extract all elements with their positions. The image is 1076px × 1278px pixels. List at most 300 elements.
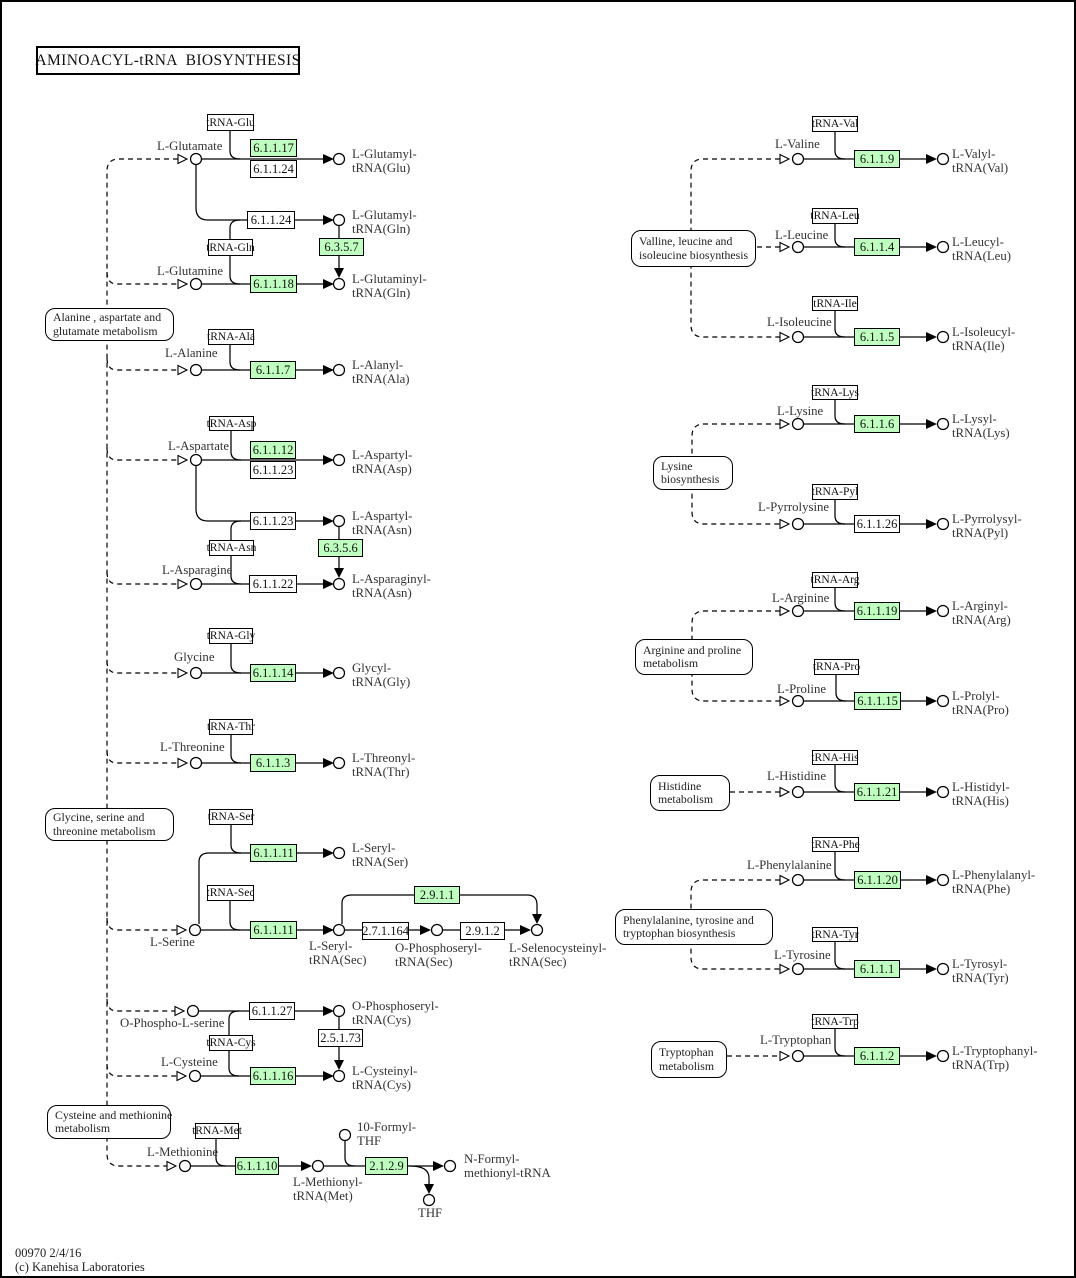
compound-circle[interactable] (334, 279, 345, 290)
substrate-triangle-icon (177, 926, 186, 935)
product-label-line: L-Selenocysteinyl- (509, 941, 607, 955)
amino-acid-label: L-Glutamine (157, 264, 224, 278)
product-label-line: tRNA(His) (952, 793, 1009, 808)
compound-circle[interactable] (793, 875, 804, 886)
compound-circle[interactable] (938, 696, 949, 707)
substrate-triangle-icon (178, 366, 187, 375)
substrate-triangle-icon (177, 1072, 186, 1081)
enzyme-box[interactable]: 6.1.1.2 (854, 1047, 900, 1065)
product-label (509, 942, 606, 969)
product-label-line: tRNA(Sec) (509, 954, 567, 969)
product-label (309, 940, 367, 967)
enzyme-box[interactable]: 6.1.1.26 (854, 515, 900, 533)
enzyme-box[interactable]: 6.1.1.10 (235, 1157, 279, 1175)
reaction-line (229, 1051, 239, 1076)
trna-gene-box[interactable]: tRNA-Pyl (811, 486, 859, 498)
product-label-line: L-Valyl- (952, 147, 996, 161)
arrowhead-right-icon (323, 1071, 334, 1081)
reaction-line (835, 400, 845, 424)
compound-circle[interactable] (191, 279, 202, 290)
compound-circle[interactable] (188, 1006, 199, 1017)
reaction-line (835, 132, 845, 159)
product-label-line: tRNA(Pyl) (952, 525, 1009, 540)
product-label-line: THF (418, 1206, 443, 1220)
product-label-line: L-Aspartyl- (352, 509, 413, 523)
trna-gene-box[interactable]: tRNA-Thr (207, 721, 255, 733)
compound-circle[interactable] (180, 1161, 191, 1172)
product-label-line: L-Arginyl- (952, 599, 1008, 613)
linked-pathway-label: Phenylalanine, tyrosine and (623, 912, 754, 927)
amino-acid-label: L-Proline (777, 682, 827, 696)
compound-circle[interactable] (334, 579, 345, 590)
reaction-line (836, 675, 846, 701)
trna-gene-box[interactable]: tRNA-His (811, 751, 859, 764)
compound-circle[interactable] (334, 365, 345, 376)
product-label-line: O-Phosphoseryl- (352, 999, 439, 1013)
product-label-line: tRNA(Met) (293, 1188, 353, 1203)
trna-gene-box[interactable]: tRNA-Met (192, 1125, 242, 1137)
compound-circle[interactable] (938, 419, 949, 430)
enzyme-box[interactable]: 6.1.1.17 (250, 139, 297, 157)
linked-pathway-label: Tryptophan (659, 1045, 714, 1059)
trna-gene-box[interactable]: tRNA-Asp (206, 417, 257, 430)
enzyme-box[interactable]: 6.1.1.22 (249, 575, 297, 593)
linked-pathway-box[interactable] (47, 1105, 171, 1139)
compound-circle[interactable] (938, 519, 949, 530)
compound-circle[interactable] (334, 1006, 345, 1017)
reaction-line (835, 1029, 845, 1056)
product-label-line: tRNA(Thr) (352, 764, 410, 779)
product-label (952, 1045, 1038, 1072)
trna-gene-box[interactable]: tRNA-Asn (206, 542, 257, 554)
arrowhead-down-icon (424, 1184, 434, 1194)
product-label (952, 690, 1009, 717)
product-label-line: tRNA(Asn) (352, 585, 412, 600)
product-label (352, 662, 410, 689)
product-label-line: tRNA(Gln) (352, 221, 411, 236)
compound-circle[interactable] (340, 1130, 351, 1141)
compound-circle[interactable] (191, 579, 202, 590)
linked-pathway-box[interactable] (631, 230, 756, 267)
compound-circle[interactable] (334, 668, 345, 679)
enzyme-box[interactable]: 6.1.1.19 (854, 602, 900, 620)
amino-acid-label: O-Phospho-L-serine (120, 1016, 225, 1030)
compound-circle[interactable] (793, 332, 804, 343)
amino-acid-label: L-Methionine (147, 1145, 219, 1159)
compound-circle[interactable] (938, 787, 949, 798)
product-label-line: L-Tyrosyl- (952, 957, 1008, 971)
compound-circle[interactable] (191, 668, 202, 679)
linked-pathway-label: isoleucine biosynthesis (639, 247, 749, 262)
trna-gene-box[interactable]: tRNA-Ala (207, 331, 255, 343)
compound-circle[interactable] (793, 242, 804, 253)
linked-pathway-label: Lysine (661, 458, 693, 473)
arrowhead-right-icon (323, 579, 334, 589)
product-label-line: L-Threonyl- (352, 751, 416, 765)
compound-circle[interactable] (334, 925, 345, 936)
compound-circle[interactable] (432, 925, 443, 936)
substrate-triangle-icon (178, 456, 187, 465)
product-label (352, 752, 415, 779)
substrate-triangle-icon (780, 333, 789, 342)
arrowhead-right-icon (301, 1161, 312, 1171)
product-label-line: L-Asparaginyl- (352, 572, 431, 586)
substrate-triangle-icon (780, 788, 789, 797)
arrowhead-down-icon (532, 914, 542, 924)
substrate-triangle-icon (167, 1162, 176, 1171)
enzyme-box[interactable]: 6.1.1.11 (250, 844, 297, 862)
amino-acid-label: L-Serine (150, 935, 195, 949)
arrowhead-right-icon (926, 242, 937, 252)
compound-circle[interactable] (793, 519, 804, 530)
compound-circle[interactable] (334, 455, 345, 466)
amino-acid-label: L-Isoleucine (767, 315, 832, 329)
compound-circle[interactable] (938, 154, 949, 165)
compound-circle[interactable] (938, 242, 949, 253)
compound-circle[interactable] (191, 365, 202, 376)
substrate-triangle-icon (780, 697, 789, 706)
arrowhead-right-icon (926, 154, 937, 164)
compound-circle[interactable] (190, 925, 201, 936)
compound-circle[interactable] (793, 606, 804, 617)
linked-pathway-box[interactable] (651, 1041, 727, 1078)
amino-acid-label: L-Valine (775, 137, 820, 151)
product-label-line: L-Alanyl- (352, 358, 404, 372)
trna-gene-box[interactable]: tRNA-Lys (811, 386, 859, 399)
reaction-line (345, 1141, 355, 1166)
enzyme-box[interactable]: 6.1.1.18 (250, 275, 297, 293)
product-label-line: tRNA(Cys) (352, 1012, 412, 1027)
linked-pathway-label: biosynthesis (661, 472, 720, 486)
compound-circle[interactable] (191, 455, 202, 466)
enzyme-box[interactable]: 6.1.1.21 (854, 783, 900, 801)
product-label (352, 273, 427, 300)
arrowhead-right-icon (323, 758, 334, 768)
substrate-triangle-icon (780, 965, 789, 974)
reaction-line (231, 521, 241, 540)
compound-circle[interactable] (334, 758, 345, 769)
linked-pathway-label: metabolism (643, 656, 699, 670)
enzyme-box[interactable]: 6.1.1.24 (250, 160, 297, 178)
amino-acid-label: L-Phenylalanine (747, 858, 832, 872)
compound-circle[interactable] (334, 154, 345, 165)
amino-acid-label: L-Alanine (165, 346, 218, 360)
product-label (464, 1153, 551, 1180)
trna-gene-box[interactable]: tRNA-Ile (813, 297, 857, 310)
amino-acid-label: L-Aspartate (168, 439, 230, 453)
product-label-line: L-Pyrrolysyl- (952, 512, 1022, 526)
enzyme-box[interactable]: 6.1.1.23 (250, 512, 296, 530)
compound-circle[interactable] (938, 606, 949, 617)
enzyme-box[interactable]: 2.9.1.2 (460, 922, 505, 940)
enzyme-box[interactable]: 6.1.1.3 (250, 754, 296, 772)
product-label-line: tRNA(Ile) (952, 338, 1005, 353)
product-label (952, 236, 1011, 263)
product-label-line: L-Glutaminyl- (352, 272, 427, 286)
product-label-line: L-Methionyl- (293, 1175, 363, 1189)
reaction-line (229, 1011, 239, 1035)
enzyme-box[interactable]: 6.3.5.7 (319, 238, 364, 256)
linked-pathway-box[interactable] (45, 808, 174, 841)
product-label (395, 942, 482, 969)
linked-pathway-label: tryptophan biosynthesis (623, 926, 736, 940)
arrowhead-right-icon (926, 787, 937, 797)
trna-gene-box[interactable]: tRNA-Val (811, 118, 859, 130)
linked-pathway-label: metabolism (659, 1058, 715, 1073)
product-label (357, 1121, 416, 1148)
compound-circle[interactable] (793, 1051, 804, 1062)
trna-gene-box[interactable]: tRNA-Pro (812, 661, 861, 673)
product-label-line: L-Cysteinyl- (352, 1064, 418, 1078)
product-label-line: tRNA(Phe) (952, 881, 1011, 896)
product-label-line: Glycyl- (352, 661, 392, 675)
substrate-triangle-icon (178, 759, 187, 768)
substrate-triangle-icon (178, 280, 187, 289)
compound-circle[interactable] (191, 758, 202, 769)
trna-gene-box[interactable]: tRNA-Gln (208, 239, 253, 256)
arrowhead-right-icon (926, 332, 937, 342)
product-label (352, 510, 412, 537)
compound-circle[interactable] (334, 1071, 345, 1082)
arrowhead-right-icon (926, 606, 937, 616)
trna-gene-box[interactable]: tRNA-Arg (810, 574, 860, 586)
product-label-line: O-Phosphoseryl- (395, 941, 482, 955)
enzyme-box[interactable]: 6.3.5.6 (318, 539, 363, 557)
reaction-line (231, 556, 241, 584)
product-label (352, 148, 417, 175)
arrowhead-right-icon (323, 215, 334, 225)
product-label-line: tRNA(Val) (952, 160, 1009, 175)
arrowhead-right-icon (926, 964, 937, 974)
enzyme-box[interactable]: 6.1.1.14 (250, 664, 296, 682)
product-label-line: tRNA(Pro) (952, 702, 1009, 717)
substrate-triangle-icon (780, 876, 789, 885)
substrate-triangle-icon (780, 1052, 789, 1061)
arrowhead-down-icon (334, 1060, 344, 1070)
product-label-line: tRNA(Glu) (352, 160, 411, 175)
arrowhead-right-icon (420, 925, 431, 935)
product-label-line: N-Formyl- (464, 1152, 520, 1166)
enzyme-box[interactable]: 6.1.1.9 (854, 150, 900, 168)
product-label-line: tRNA(Sec) (309, 952, 367, 967)
trna-gene-box[interactable]: tRNA-Sec (206, 887, 255, 899)
reaction-line (230, 130, 240, 159)
product-label-line: tRNA(Cys) (352, 1077, 412, 1092)
copyright: (c) Kanehisa Laboratories (15, 1259, 145, 1274)
arrowhead-down-icon (334, 268, 344, 278)
substrate-triangle-icon (175, 1007, 184, 1016)
trna-gene-box[interactable]: tRNA-Glu (207, 114, 254, 131)
linked-pathway-box[interactable] (653, 456, 733, 490)
enzyme-box[interactable]: 6.1.1.15 (854, 692, 901, 710)
product-label-line: tRNA(Arg) (952, 612, 1011, 627)
linked-pathway-label: glutamate metabolism (53, 323, 158, 338)
enzyme-box[interactable]: 6.1.1.5 (854, 328, 900, 346)
arrowhead-right-icon (520, 925, 531, 935)
reaction-line (835, 588, 845, 611)
compound-circle[interactable] (190, 1071, 201, 1082)
product-label (952, 869, 1035, 896)
product-label-line: tRNA(Tyr) (952, 970, 1009, 985)
reaction-line (835, 942, 845, 969)
amino-acid-label: L-Leucine (775, 228, 829, 242)
compound-circle[interactable] (334, 215, 345, 226)
reaction-line (835, 224, 845, 247)
reaction-line (835, 311, 845, 337)
compound-circle[interactable] (938, 1051, 949, 1062)
product-label-line: THF (357, 1133, 382, 1148)
product-label-line: L-Seryl- (309, 939, 353, 953)
product-label (952, 781, 1010, 808)
compound-circle[interactable] (793, 964, 804, 975)
enzyme-box[interactable]: 6.1.1.24 (247, 211, 295, 229)
trna-gene-box[interactable]: tRNA-Ser (207, 811, 255, 823)
enzyme-box[interactable]: 6.1.1.20 (854, 871, 901, 889)
product-label (952, 413, 1010, 440)
linked-pathway-label: metabolism (658, 792, 714, 806)
reaction-line (230, 220, 240, 239)
product-label-line: L-Glutamyl- (352, 147, 417, 161)
compound-circle[interactable] (793, 154, 804, 165)
enzyme-box[interactable]: 6.1.1.7 (250, 361, 296, 379)
trna-gene-box[interactable]: tRNA-Trp (811, 1015, 859, 1028)
enzyme-box[interactable]: 6.1.1.27 (249, 1002, 295, 1020)
linked-pathway-box[interactable] (615, 909, 773, 945)
arrowhead-right-icon (323, 365, 334, 375)
product-label-line: L-Tryptophanyl- (952, 1044, 1038, 1058)
reaction-line (835, 852, 845, 880)
linked-pathway-label: Cysteine and methionine (55, 1107, 173, 1122)
product-label-line: L-Leucyl- (952, 235, 1004, 249)
compound-circle[interactable] (938, 875, 949, 886)
arrowhead-right-icon (926, 875, 937, 885)
product-label-line: L-Glutamyl- (352, 208, 417, 222)
product-label (952, 958, 1009, 985)
product-label (352, 842, 408, 869)
reaction-line (835, 765, 845, 792)
linked-pathway-box[interactable] (45, 308, 174, 341)
enzyme-box[interactable]: 6.1.1.6 (854, 415, 900, 433)
compound-circle[interactable] (191, 154, 202, 165)
enzyme-box[interactable]: 6.1.1.16 (250, 1067, 296, 1085)
product-label-line: 10-Formyl- (357, 1120, 417, 1134)
trna-gene-box[interactable]: tRNA-Gly (206, 630, 256, 642)
compound-circle[interactable] (938, 964, 949, 975)
arrowhead-right-icon (433, 1161, 444, 1171)
compound-circle[interactable] (445, 1161, 456, 1172)
compound-circle[interactable] (334, 848, 345, 859)
compound-circle[interactable] (793, 696, 804, 707)
product-label (352, 449, 412, 476)
arrowhead-down-icon (334, 568, 344, 578)
reaction-line (231, 825, 241, 853)
arrowhead-right-icon (323, 154, 334, 164)
enzyme-box[interactable]: 6.1.1.23 (250, 461, 296, 479)
reaction-line (410, 1166, 429, 1185)
linked-pathway-box[interactable] (650, 775, 730, 811)
enzyme-box[interactable]: 6.1.1.11 (250, 921, 297, 939)
trna-gene-box[interactable]: tRNA-Cys (206, 1037, 256, 1049)
product-label-line: tRNA(Asp) (352, 461, 412, 476)
amino-acid-label: L-Tryptophan (760, 1033, 832, 1047)
product-label-line: methionyl-tRNA (464, 1165, 551, 1180)
compound-circle[interactable] (532, 925, 543, 936)
product-label-line: tRNA(Sec) (395, 954, 453, 969)
linked-pathway-label: Glycine, serine and (53, 810, 145, 824)
enzyme-box[interactable]: 6.1.1.4 (854, 238, 900, 256)
amino-acid-label: L-Lysine (777, 404, 824, 418)
product-label-line: tRNA(Lys) (952, 425, 1010, 440)
compound-circle[interactable] (424, 1195, 435, 1206)
arrowhead-right-icon (926, 519, 937, 529)
compound-circle[interactable] (313, 1161, 324, 1172)
arrowhead-right-icon (323, 1006, 334, 1016)
reaction-line (231, 735, 241, 763)
trna-gene-box[interactable]: tRNA-Tyr (811, 928, 859, 941)
compound-circle[interactable] (334, 516, 345, 527)
product-label (418, 1207, 442, 1221)
footer-credit (15, 1247, 145, 1274)
map-number-date: 00970 2/4/16 (15, 1246, 82, 1260)
enzyme-box[interactable]: 6.1.1.12 (250, 441, 296, 459)
linked-pathway-label: Valline, leucine and (639, 234, 733, 248)
product-label-line: L-Isoleucyl- (952, 325, 1016, 339)
linked-pathway-label: threonine metabolism (53, 823, 156, 838)
product-label (352, 1065, 417, 1092)
product-label (352, 359, 410, 386)
compound-circle[interactable] (938, 332, 949, 343)
amino-acid-label: L-Asparagine (162, 563, 233, 577)
trna-gene-box[interactable]: tRNA-Leu (810, 210, 860, 222)
amino-acid-label: L-Pyrrolysine (758, 500, 830, 514)
trna-gene-box[interactable]: tRNA-Phe (811, 838, 860, 851)
arrowhead-right-icon (926, 1051, 937, 1061)
substrate-triangle-icon (780, 155, 789, 164)
substrate-triangle-icon (178, 155, 187, 164)
amino-acid-label: L-Tyrosine (774, 948, 831, 962)
linked-pathway-label: Arginine and proline (643, 642, 742, 657)
linked-pathway-label: Alanine , aspartate and (53, 310, 162, 324)
map-title-box (36, 46, 300, 75)
substrate-triangle-icon (780, 420, 789, 429)
arrowhead-right-icon (323, 455, 334, 465)
enzyme-box[interactable]: 2.5.1.73 (318, 1029, 363, 1047)
pathway-link-dashed-line (107, 661, 178, 673)
arrowhead-right-icon (323, 668, 334, 678)
amino-acid-label: L-Cysteine (161, 1055, 218, 1069)
compound-circle[interactable] (793, 419, 804, 430)
amino-acid-label: L-Arginine (772, 591, 830, 605)
product-label-line: tRNA(Ser) (352, 854, 409, 869)
amino-acid-label: L-Glutamate (157, 139, 223, 153)
product-label-line: tRNA(Gln) (352, 285, 411, 300)
linked-pathway-box[interactable] (635, 639, 753, 675)
enzyme-box[interactable]: 6.1.1.1 (854, 960, 900, 978)
reaction-line (231, 431, 241, 460)
product-label-line: tRNA(Gly) (352, 674, 411, 689)
enzyme-box[interactable]: 2.7.1.164 (362, 922, 409, 940)
enzyme-box[interactable]: 2.9.1.1 (414, 886, 460, 904)
substrate-triangle-icon (178, 580, 187, 589)
product-label (352, 209, 417, 236)
connector-lines-svg (2, 2, 1076, 1278)
enzyme-box[interactable]: 2.1.2.9 (365, 1157, 408, 1175)
substrate-triangle-icon (780, 520, 789, 529)
arrowhead-right-icon (323, 848, 334, 858)
compound-circle[interactable] (793, 787, 804, 798)
linked-pathway-label: metabolism (55, 1121, 111, 1135)
product-label (352, 573, 431, 600)
